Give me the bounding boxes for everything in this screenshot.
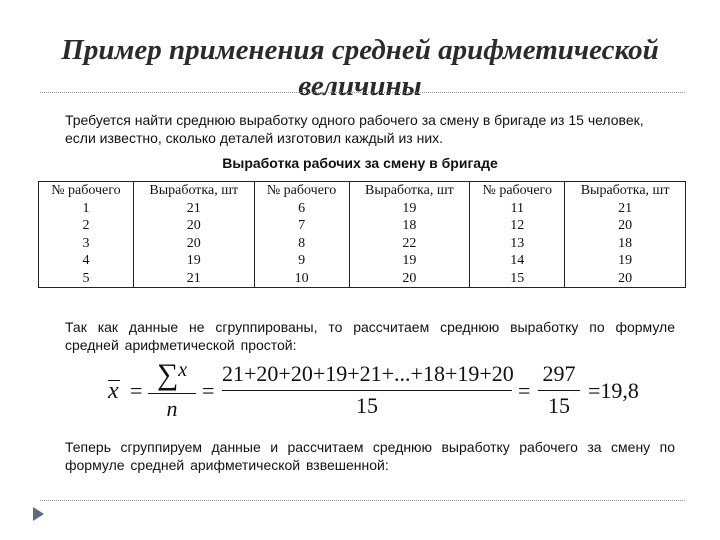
table-cell: 18 (349, 217, 470, 235)
table-header-row (39, 182, 686, 200)
table-cell: 20 (133, 217, 254, 235)
table-cell: 8 (254, 235, 349, 253)
table-cell: 20 (565, 270, 686, 288)
table-header-cell: Выработка, шт (565, 182, 686, 200)
table-cell: 19 (133, 252, 254, 270)
formula-sum-denominator: n (166, 396, 178, 421)
table-header-cell: № рабочего (254, 182, 349, 200)
table-cell: 11 (470, 200, 565, 218)
table-cell: 2 (39, 217, 134, 235)
formula-expanded-denominator: 15 (356, 393, 378, 418)
formula-equals-1: = (130, 378, 143, 403)
table-cell: 19 (349, 252, 470, 270)
table-cell: 19 (565, 252, 686, 270)
table-header-cell: Выработка, шт (349, 182, 470, 200)
table-cell: 6 (254, 200, 349, 218)
weighted-mean-note: Теперь сгруппируем данные и рассчитаем среднюю выработку рабочего за смену по формуле средней арифметической взвешенной: (65, 439, 675, 473)
table-cell: 18 (565, 235, 686, 253)
formula-equals-2: = (202, 378, 215, 403)
table-cell: 19 (349, 200, 470, 218)
table-cell: 7 (254, 217, 349, 235)
table-cell: 20 (565, 217, 686, 235)
title-divider (40, 92, 685, 93)
table-cell: 22 (349, 235, 470, 253)
table-cell: 9 (254, 252, 349, 270)
problem-statement: Требуется найти среднюю выработку одного рабочего за смену в бригаде из 15 человек, если известно, сколько деталей изготовил каждый из них. (65, 112, 644, 146)
formula-mean-symbol: x (108, 378, 119, 404)
table-cell: 21 (133, 270, 254, 288)
table-cell: 21 (133, 200, 254, 218)
formula-sum-sign: ∑ (156, 358, 179, 391)
table-cell: 3 (39, 235, 134, 253)
formula-result: =19,8 (588, 378, 639, 403)
table-header-cell: № рабочего (470, 182, 565, 200)
table-cell: 14 (470, 252, 565, 270)
table-cell: 20 (349, 270, 470, 288)
table-row (39, 217, 686, 235)
formula-sum-fraction (148, 356, 196, 422)
footer-divider (40, 500, 685, 501)
formula-mean-bar (108, 380, 120, 381)
table-row (39, 200, 686, 218)
table-cell: 1 (39, 200, 134, 218)
slide-title: Пример применения средней арифметической величины (61, 34, 659, 102)
formula-sum-variable: x (178, 359, 188, 381)
formula-expanded-numerator: 21+20+20+19+21+...+18+19+20 (222, 361, 514, 386)
table-caption: Выработка рабочих за смену в бригаде (222, 155, 498, 171)
table-row (39, 270, 686, 288)
next-arrow-icon[interactable] (33, 507, 44, 521)
table-cell: 20 (133, 235, 254, 253)
table-header-cell: Выработка, шт (133, 182, 254, 200)
output-table (38, 181, 686, 288)
table-header-cell: № рабочего (39, 182, 134, 200)
formula-equals-3: = (518, 378, 531, 403)
table-cell: 12 (470, 217, 565, 235)
table-cell: 21 (565, 200, 686, 218)
table-row (39, 235, 686, 253)
simple-mean-note: Так как данные не сгруппированы, то рассчитаем среднюю выработку по формуле средней арифметической простой: (65, 319, 675, 353)
formula-expanded-fraction (222, 360, 512, 419)
table-body (39, 200, 686, 288)
table-cell: 5 (39, 270, 134, 288)
table-row (39, 252, 686, 270)
table-cell: 15 (470, 270, 565, 288)
table-cell: 4 (39, 252, 134, 270)
formula-total-numerator: 297 (542, 361, 576, 386)
simple-mean-formula (100, 356, 640, 426)
table-cell: 10 (254, 270, 349, 288)
table-cell: 13 (470, 235, 565, 253)
formula-total-fraction (538, 360, 580, 419)
formula-total-denominator: 15 (548, 393, 570, 418)
